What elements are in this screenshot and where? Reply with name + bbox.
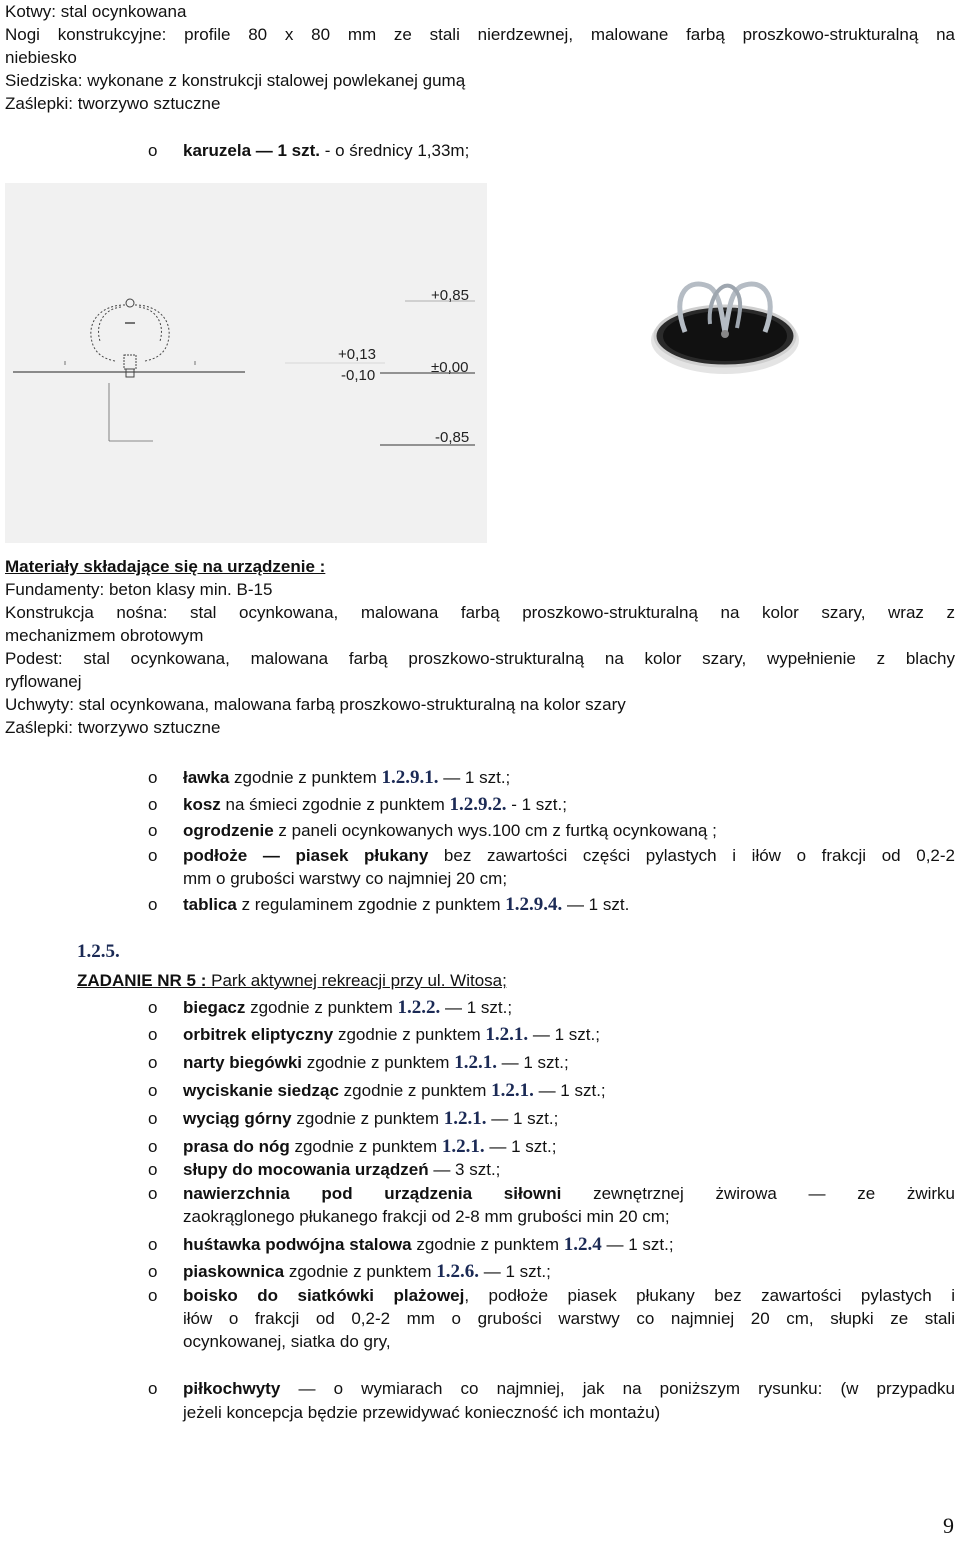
list-item-continuation: ocynkowanej, siatka do gry, <box>183 1332 391 1351</box>
materials-line: mechanizmem obrotowym <box>5 626 204 645</box>
list-item-karuzela <box>148 139 955 162</box>
list-item: o huśtawka podwójna stalowa zgodnie z punktem 1.2.4 — 1 szt.; <box>148 1234 674 1255</box>
list-item: o podłoże — piasek płukany bez zawartości części pylastych i iłów o frakcji od 0,2-2 <box>148 846 955 865</box>
text-nogi-cont: niebiesko <box>5 48 77 67</box>
text-zaslepki: Zaślepki: tworzywo sztuczne <box>5 94 221 113</box>
list-item: o nawierzchnia pod urządzenia siłowni zewnętrznej żwirowa — ze żwirku <box>148 1184 955 1203</box>
list-item-continuation: zaokrąglonego płukanego frakcji od 2-8 mm grubości min 20 cm; <box>183 1207 670 1226</box>
list-item: o wyciskanie siedząc zgodnie z punktem 1.2.1. — 1 szt.; <box>148 1080 606 1101</box>
list-item: o wyciąg górny zgodnie z punktem 1.2.1. — 1 szt.; <box>148 1108 559 1129</box>
text-kotwy: Kotwy: stal ocynkowana <box>5 2 187 21</box>
technical-drawing <box>5 183 487 543</box>
materials-line: Zaślepki: tworzywo sztuczne <box>5 718 221 737</box>
bullet-marker: o <box>148 141 158 160</box>
list-item-continuation: jeżeli koncepcja będzie przewidywać konieczność ich montażu) <box>183 1403 661 1422</box>
list-item: o ławka zgodnie z punktem 1.2.9.1. — 1 szt.; <box>148 767 511 788</box>
list-item: o orbitrek eliptyczny zgodnie z punktem 1.2.1. — 1 szt.; <box>148 1024 600 1045</box>
list-item: o piaskownica zgodnie z punktem 1.2.6. — 1 szt.; <box>148 1261 551 1282</box>
materials-line: Podest: stal ocynkowana, malowana farbą proszkowo-strukturalną na kolor szary, wypełnienie z blachy <box>5 649 955 668</box>
item-rest: - o średnicy 1,33m; <box>320 141 470 160</box>
list-item: o piłkochwyty — o wymiarach co najmniej, jak na poniższym rysunku: (w przypadku <box>148 1379 955 1398</box>
level-label-minus085: -0,85 <box>435 429 470 446</box>
list-item: o kosz na śmieci zgodnie z punktem 1.2.9.2. - 1 szt.; <box>148 794 567 815</box>
page-number: 9 <box>943 1513 954 1538</box>
materials-line: ryflowanej <box>5 672 82 691</box>
level-label-plus013: +0,13 <box>338 346 376 363</box>
item-bold: karuzela — 1 szt. <box>183 141 321 160</box>
carousel-image <box>525 252 925 442</box>
list-item: o słupy do mocowania urządzeń — 3 szt.; <box>148 1160 501 1179</box>
section-number: 1.2.5. <box>77 941 120 962</box>
level-label-plus085: +0,85 <box>431 287 469 304</box>
list-item-continuation: mm o grubości warstwy co najmniej 20 cm; <box>183 869 508 888</box>
list-item: o tablica z regulaminem zgodnie z punktem 1.2.9.4. — 1 szt. <box>148 894 630 915</box>
list-item: o boisko do siatkówki plażowej, podłoże piasek płukany bez zawartości pylastych i <box>148 1286 955 1305</box>
section-title: ZADANIE NR 5 : Park aktywnej rekreacji przy ul. Witosa; <box>77 971 507 990</box>
list-item: o narty biegówki zgodnie z punktem 1.2.1. — 1 szt.; <box>148 1052 569 1073</box>
list-item: o ogrodzenie z paneli ocynkowanych wys.100 cm z furtką ocynkowaną ; <box>148 821 717 840</box>
carousel-render <box>525 252 925 442</box>
carousel-elevation-drawing <box>5 183 487 543</box>
list-item-continuation: iłów o frakcji od 0,2-2 mm o grubości warstwy co najmniej 20 cm, słupki ze stali <box>183 1309 955 1328</box>
list-item: o prasa do nóg zgodnie z punktem 1.2.1. — 1 szt.; <box>148 1136 557 1157</box>
text-siedziska: Siedziska: wykonane z konstrukcji stalowej powlekanej gumą <box>5 71 466 90</box>
materials-line: Uchwyty: stal ocynkowana, malowana farbą proszkowo-strukturalną na kolor szary <box>5 695 626 714</box>
level-label-zero: ±0,00 <box>431 359 469 376</box>
materials-line: Konstrukcja nośna: stal ocynkowana, malowana farbą proszkowo-strukturalną na kolor szary, wraz z <box>5 603 955 622</box>
level-label-minus010: -0,10 <box>341 367 376 384</box>
text-nogi: Nogi konstrukcyjne: profile 80 x 80 mm ze stali nierdzewnej, malowane farbą proszkowo-strukturalną na <box>5 25 955 44</box>
materials-heading: Materiały składające się na urządzenie : <box>5 557 326 576</box>
list-item: o biegacz zgodnie z punktem 1.2.2. — 1 szt.; <box>148 997 513 1018</box>
materials-line: Fundamenty: beton klasy min. B-15 <box>5 580 273 599</box>
